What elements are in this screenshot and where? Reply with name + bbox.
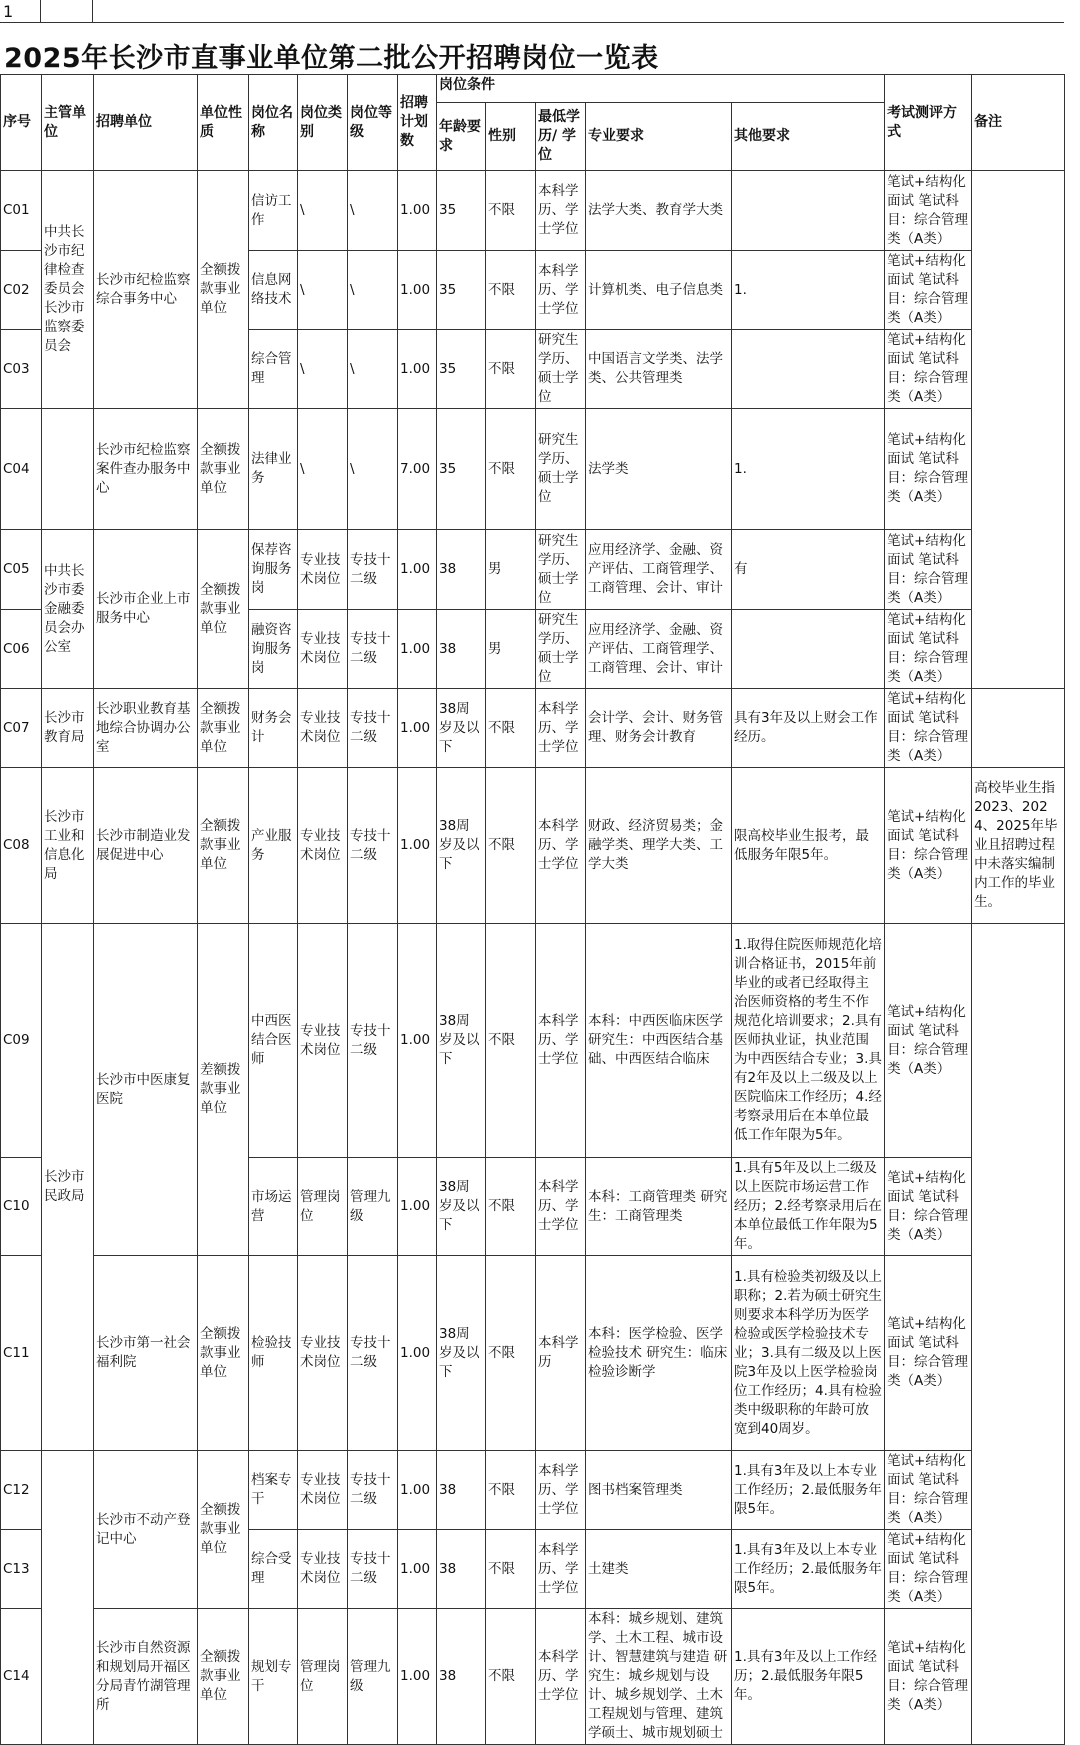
cell-seq: C03 bbox=[1, 330, 42, 409]
cell-major: 法学类 bbox=[586, 409, 732, 530]
header-supervisor: 主管单位 bbox=[42, 75, 94, 171]
cell-exam: 笔试+结构化面试 笔试科目：综合管理类（A类） bbox=[885, 1158, 972, 1256]
cell-seq: C12 bbox=[1, 1451, 42, 1530]
cell-other bbox=[732, 171, 885, 251]
cell-gender: 不限 bbox=[486, 1530, 536, 1609]
cell-major: 中国语言文学类、法学类、公共管理类 bbox=[586, 330, 732, 409]
cell-education: 研究生学历、硕士学位 bbox=[536, 610, 586, 689]
cell-quota: 1.00 bbox=[398, 330, 437, 409]
cell-gender: 不限 bbox=[486, 1609, 536, 1745]
cell-post-name: 规划专干 bbox=[249, 1609, 298, 1745]
cell-employer: 长沙市中医康复医院 bbox=[94, 924, 198, 1256]
header-quota: 招聘计划数 bbox=[398, 75, 437, 171]
cell-post-grade: \ bbox=[348, 171, 398, 251]
cell-major: 本科：城乡规划、建筑学、土木工程、城市设计、智慧建筑与建造 研究生：城乡规划与设计、城乡规划学、土木工程规划与管理、建筑学硕士、城市规划硕士 bbox=[586, 1609, 732, 1745]
cell-education: 研究生学历、硕士学位 bbox=[536, 530, 586, 610]
cell-supervisor: 中共长沙市委金融委员会办公室 bbox=[42, 530, 94, 689]
cell-supervisor bbox=[42, 409, 94, 530]
cell-education: 本科学历、学士学位 bbox=[536, 1158, 586, 1256]
cell-post-category: 专业技术岗位 bbox=[298, 689, 348, 768]
cell-exam: 笔试+结构化面试 笔试科目：综合管理类（A类） bbox=[885, 409, 972, 530]
cell-exam: 笔试+结构化面试 笔试科目：综合管理类（A类） bbox=[885, 610, 972, 689]
header-conditions: 岗位条件 bbox=[437, 75, 885, 103]
cell-education: 本科学历、学士学位 bbox=[536, 768, 586, 924]
cell-other: 有 bbox=[732, 530, 885, 610]
header-gender: 性别 bbox=[486, 103, 536, 171]
cell-seq: C09 bbox=[1, 924, 42, 1158]
cell-age: 38 bbox=[437, 610, 486, 689]
cell-exam: 笔试+结构化面试 笔试科目：综合管理类（A类） bbox=[885, 330, 972, 409]
header-post-name: 岗位名称 bbox=[249, 75, 298, 171]
cell-remarks: 高校毕业生指2023、2024、2025年毕业且招聘过程中未落实编制内工作的毕业生。 bbox=[972, 768, 1065, 924]
cell-unit-type: 全额拨款事业单位 bbox=[198, 409, 249, 530]
cell-employer: 长沙市纪检监察案件查办服务中心 bbox=[94, 409, 198, 530]
cell-other bbox=[732, 610, 885, 689]
cell-major: 应用经济学、金融、资产评估、工商管理学、工商管理、会计、审计 bbox=[586, 530, 732, 610]
cell-post-name: 综合受理 bbox=[249, 1530, 298, 1609]
cell-seq: C06 bbox=[1, 610, 42, 689]
cell-post-category: 专业技术岗位 bbox=[298, 610, 348, 689]
cell-employer: 长沙市不动产登记中心 bbox=[94, 1451, 198, 1609]
cell-exam: 笔试+结构化面试 笔试科目：综合管理类（A类） bbox=[885, 689, 972, 768]
cell-age: 35 bbox=[437, 330, 486, 409]
cell-post-grade: 专技十二级 bbox=[348, 768, 398, 924]
cell-gender: 不限 bbox=[486, 409, 536, 530]
cell-gender: 不限 bbox=[486, 924, 536, 1158]
cell-quota: 7.00 bbox=[398, 409, 437, 530]
cell-quota: 1.00 bbox=[398, 1158, 437, 1256]
header-remarks: 备注 bbox=[972, 75, 1065, 171]
cell-post-grade: \ bbox=[348, 409, 398, 530]
cell-seq: C07 bbox=[1, 689, 42, 768]
cell-major: 财政、经济贸易类；金融学类、理学大类、工学大类 bbox=[586, 768, 732, 924]
cell-employer: 长沙市纪检监察综合事务中心 bbox=[94, 171, 198, 409]
cell-age: 35 bbox=[437, 409, 486, 530]
table-row bbox=[1, 530, 1065, 610]
cell-age: 38 bbox=[437, 1451, 486, 1530]
cell-post-category: 管理岗位 bbox=[298, 1158, 348, 1256]
cell-remarks bbox=[972, 924, 1065, 1745]
cell-post-category: 专业技术岗位 bbox=[298, 530, 348, 610]
cell-gender: 不限 bbox=[486, 1256, 536, 1451]
header-exam: 考试测评方式 bbox=[885, 75, 972, 171]
cell-post-grade: 专技十二级 bbox=[348, 924, 398, 1158]
cell-seq: C14 bbox=[1, 1609, 42, 1745]
cell-exam: 笔试+结构化面试 笔试科目：综合管理类（A类） bbox=[885, 768, 972, 924]
cell-supervisor: 长沙市工业和信息化局 bbox=[42, 768, 94, 924]
cell-education: 研究生学历、硕士学位 bbox=[536, 409, 586, 530]
cell-education: 本科学历、学士学位 bbox=[536, 1609, 586, 1745]
cell-other: 1. bbox=[732, 251, 885, 330]
cell-other bbox=[732, 330, 885, 409]
cell-exam: 笔试+结构化面试 笔试科目：综合管理类（A类） bbox=[885, 251, 972, 330]
cell-post-grade: 管理九级 bbox=[348, 1158, 398, 1256]
cell-other: 1.具有3年及以上本专业工作经历；2.最低服务年限5年。 bbox=[732, 1530, 885, 1609]
cell-exam: 笔试+结构化面试 笔试科目：综合管理类（A类） bbox=[885, 1609, 972, 1745]
table-row bbox=[1, 924, 1065, 1158]
table-row bbox=[1, 1451, 1065, 1530]
cell-post-name: 信访工作 bbox=[249, 171, 298, 251]
cell-major: 土建类 bbox=[586, 1530, 732, 1609]
header-other: 其他要求 bbox=[732, 103, 885, 171]
cell-exam: 笔试+结构化面试 笔试科目：综合管理类（A类） bbox=[885, 1256, 972, 1451]
cell-unit-type: 差额拨款事业单位 bbox=[198, 924, 249, 1256]
header-education: 最低学历/ 学位 bbox=[536, 103, 586, 171]
cell-quota: 1.00 bbox=[398, 610, 437, 689]
cell-employer: 长沙市自然资源和规划局开福区分局青竹湖管理所 bbox=[94, 1609, 198, 1745]
cell-age: 35 bbox=[437, 171, 486, 251]
table-row bbox=[1, 768, 1065, 924]
cell-gender: 不限 bbox=[486, 330, 536, 409]
cell-quota: 1.00 bbox=[398, 1609, 437, 1745]
header-unit-type: 单位性质 bbox=[198, 75, 249, 171]
cell-quota: 1.00 bbox=[398, 171, 437, 251]
cell-quota: 1.00 bbox=[398, 1530, 437, 1609]
cell-post-category: 专业技术岗位 bbox=[298, 1256, 348, 1451]
cell-post-name: 信息网络技术 bbox=[249, 251, 298, 330]
table-row bbox=[1, 689, 1065, 768]
cell-seq: C10 bbox=[1, 1158, 42, 1256]
cell-exam: 笔试+结构化面试 笔试科目：综合管理类（A类） bbox=[885, 1451, 972, 1530]
header-post-category: 岗位类别 bbox=[298, 75, 348, 171]
cell-unit-type: 全额拨款事业单位 bbox=[198, 530, 249, 689]
cell-post-grade: \ bbox=[348, 251, 398, 330]
cell-post-category: \ bbox=[298, 171, 348, 251]
cell-post-name: 融资咨询服务岗 bbox=[249, 610, 298, 689]
cell-other: 1.具有3年及以上工作经历；2.最低服务年限5年。 bbox=[732, 1609, 885, 1745]
cell-education: 本科学历、学士学位 bbox=[536, 924, 586, 1158]
cell-major: 本科：医学检验、医学检验技术 研究生：临床检验诊断学 bbox=[586, 1256, 732, 1451]
recruitment-table bbox=[0, 74, 1065, 1745]
cell-major: 应用经济学、金融、资产评估、工商管理学、工商管理、会计、审计 bbox=[586, 610, 732, 689]
cell-gender: 男 bbox=[486, 610, 536, 689]
cell-post-name: 保荐咨询服务岗 bbox=[249, 530, 298, 610]
cell-education: 本科学历、学士学位 bbox=[536, 1530, 586, 1609]
header-seq: 序号 bbox=[1, 75, 42, 171]
cell-major: 法学大类、教育学大类 bbox=[586, 171, 732, 251]
cell-supervisor: 中共长沙市纪律检查委员会长沙市监察委员会 bbox=[42, 171, 94, 409]
cell-post-category: \ bbox=[298, 409, 348, 530]
cell-other: 1. bbox=[732, 409, 885, 530]
cell-post-grade: \ bbox=[348, 330, 398, 409]
cell-quota: 1.00 bbox=[398, 1256, 437, 1451]
cell-seq: C13 bbox=[1, 1530, 42, 1609]
cell-post-name: 产业服务 bbox=[249, 768, 298, 924]
cell-exam: 笔试+结构化面试 笔试科目：综合管理类（A类） bbox=[885, 1530, 972, 1609]
cell-post-category: \ bbox=[298, 330, 348, 409]
cell-other: 1.具有检验类初级及以上职称；2.若为硕士研究生则要求本科学历为医学检验或医学检验技术专业；3.具有二级及以上医院3年及以上医学检验岗位工作经历；4.具有检验类中级职称的年龄可放宽到40周岁。 bbox=[732, 1256, 885, 1451]
page-title: 2025年长沙市直事业单位第二批公开招聘岗位一览表 bbox=[4, 43, 659, 74]
cell-post-category: 专业技术岗位 bbox=[298, 1451, 348, 1530]
cell-major: 本科：中西医临床医学 研究生：中西医结合基础、中西医结合临床 bbox=[586, 924, 732, 1158]
cell-remarks bbox=[972, 171, 1065, 689]
cell-major: 图书档案管理类 bbox=[586, 1451, 732, 1530]
sheet-row-number: 1 bbox=[3, 2, 14, 21]
cell-employer: 长沙市制造业发展促进中心 bbox=[94, 768, 198, 924]
cell-unit-type: 全额拨款事业单位 bbox=[198, 171, 249, 409]
table-row bbox=[1, 171, 1065, 251]
cell-gender: 不限 bbox=[486, 1451, 536, 1530]
cell-unit-type: 全额拨款事业单位 bbox=[198, 1609, 249, 1745]
cell-post-grade: 专技十二级 bbox=[348, 1256, 398, 1451]
cell-age: 38 bbox=[437, 1609, 486, 1745]
cell-other: 限高校毕业生报考，最低服务年限5年。 bbox=[732, 768, 885, 924]
cell-seq: C02 bbox=[1, 251, 42, 330]
cell-education: 本科学历、学士学位 bbox=[536, 689, 586, 768]
cell-gender: 不限 bbox=[486, 251, 536, 330]
cell-unit-type: 全额拨款事业单位 bbox=[198, 1451, 249, 1609]
cell-major: 本科：工商管理类 研究生：工商管理类 bbox=[586, 1158, 732, 1256]
cell-age: 35 bbox=[437, 251, 486, 330]
cell-other: 1.具有5年及以上二级及以上医院市场运营工作经历；2.经考察录用后在本单位最低工作年限为5年。 bbox=[732, 1158, 885, 1256]
cell-seq: C01 bbox=[1, 171, 42, 251]
cell-supervisor bbox=[42, 1451, 94, 1745]
header-major: 专业要求 bbox=[586, 103, 732, 171]
cell-gender: 男 bbox=[486, 530, 536, 610]
cell-education: 研究生学历、硕士学位 bbox=[536, 330, 586, 409]
cell-education: 本科学历、学士学位 bbox=[536, 1451, 586, 1530]
cell-exam: 笔试+结构化面试 笔试科目：综合管理类（A类） bbox=[885, 171, 972, 251]
cell-divider bbox=[40, 0, 41, 22]
cell-supervisor: 长沙市民政局 bbox=[42, 924, 94, 1451]
cell-post-grade: 管理九级 bbox=[348, 1609, 398, 1745]
header-row bbox=[1, 75, 1065, 103]
cell-post-category: \ bbox=[298, 251, 348, 330]
cell-gender: 不限 bbox=[486, 689, 536, 768]
header-age: 年龄要求 bbox=[437, 103, 486, 171]
cell-post-name: 检验技师 bbox=[249, 1256, 298, 1451]
cell-employer: 长沙市第一社会福利院 bbox=[94, 1256, 198, 1451]
cell-exam: 笔试+结构化面试 笔试科目：综合管理类（A类） bbox=[885, 924, 972, 1158]
header-post-grade: 岗位等级 bbox=[348, 75, 398, 171]
cell-remarks bbox=[972, 689, 1065, 768]
cell-age: 38 bbox=[437, 530, 486, 610]
cell-post-category: 专业技术岗位 bbox=[298, 924, 348, 1158]
cell-employer: 长沙职业教育基地综合协调办公室 bbox=[94, 689, 198, 768]
cell-seq: C05 bbox=[1, 530, 42, 610]
cell-quota: 1.00 bbox=[398, 530, 437, 610]
header-employer: 招聘单位 bbox=[94, 75, 198, 171]
cell-other: 具有3年及以上财会工作经历。 bbox=[732, 689, 885, 768]
cell-quota: 1.00 bbox=[398, 1451, 437, 1530]
cell-education: 本科学历、学士学位 bbox=[536, 171, 586, 251]
cell-age: 38周岁及以下 bbox=[437, 924, 486, 1158]
cell-major: 计算机类、电子信息类 bbox=[586, 251, 732, 330]
cell-gender: 不限 bbox=[486, 171, 536, 251]
cell-age: 38 bbox=[437, 1530, 486, 1609]
cell-divider bbox=[0, 22, 1064, 23]
cell-post-name: 档案专干 bbox=[249, 1451, 298, 1530]
cell-post-name: 中西医结合医师 bbox=[249, 924, 298, 1158]
cell-post-category: 专业技术岗位 bbox=[298, 768, 348, 924]
cell-education: 本科学历、学士学位 bbox=[536, 251, 586, 330]
cell-post-grade: 专技十二级 bbox=[348, 610, 398, 689]
cell-post-name: 法律业务 bbox=[249, 409, 298, 530]
cell-post-name: 财务会计 bbox=[249, 689, 298, 768]
cell-post-grade: 专技十二级 bbox=[348, 530, 398, 610]
cell-post-name: 市场运营 bbox=[249, 1158, 298, 1256]
cell-post-name: 综合管理 bbox=[249, 330, 298, 409]
cell-exam: 笔试+结构化面试 笔试科目：综合管理类（A类） bbox=[885, 530, 972, 610]
table-row bbox=[1, 1609, 1065, 1745]
cell-quota: 1.00 bbox=[398, 768, 437, 924]
cell-employer: 长沙市企业上市服务中心 bbox=[94, 530, 198, 689]
cell-post-category: 管理岗位 bbox=[298, 1609, 348, 1745]
cell-post-category: 专业技术岗位 bbox=[298, 1530, 348, 1609]
cell-age: 38周岁及以下 bbox=[437, 768, 486, 924]
cell-post-grade: 专技十二级 bbox=[348, 689, 398, 768]
cell-seq: C11 bbox=[1, 1256, 42, 1451]
cell-unit-type: 全额拨款事业单位 bbox=[198, 1256, 249, 1451]
cell-other: 1.取得住院医师规范化培训合格证书，2015年前毕业的或者已经取得主治医师资格的考生不作规范化培训要求；2.具有医师执业证，执业范围为中西医结合专业；3.具有2年及以上二级及以上医院临床工作经历；4.经考察录用后在本单位最低工作年限为5年。 bbox=[732, 924, 885, 1158]
cell-quota: 1.00 bbox=[398, 251, 437, 330]
cell-divider bbox=[92, 0, 93, 22]
cell-other: 1.具有3年及以上本专业工作经历；2.最低服务年限5年。 bbox=[732, 1451, 885, 1530]
cell-post-grade: 专技十二级 bbox=[348, 1530, 398, 1609]
cell-seq: C08 bbox=[1, 768, 42, 924]
cell-unit-type: 全额拨款事业单位 bbox=[198, 768, 249, 924]
cell-gender: 不限 bbox=[486, 768, 536, 924]
cell-supervisor: 长沙市教育局 bbox=[42, 689, 94, 768]
cell-major: 会计学、会计、财务管理、财务会计教育 bbox=[586, 689, 732, 768]
cell-gender: 不限 bbox=[486, 1158, 536, 1256]
cell-quota: 1.00 bbox=[398, 689, 437, 768]
cell-age: 38周岁及以下 bbox=[437, 689, 486, 768]
cell-education: 本科学历 bbox=[536, 1256, 586, 1451]
cell-quota: 1.00 bbox=[398, 924, 437, 1158]
cell-age: 38周岁及以下 bbox=[437, 1256, 486, 1451]
cell-unit-type: 全额拨款事业单位 bbox=[198, 689, 249, 768]
cell-age: 38周岁及以下 bbox=[437, 1158, 486, 1256]
cell-post-grade: 专技十二级 bbox=[348, 1451, 398, 1530]
table-row bbox=[1, 1256, 1065, 1451]
cell-seq: C04 bbox=[1, 409, 42, 530]
table-row bbox=[1, 409, 1065, 530]
